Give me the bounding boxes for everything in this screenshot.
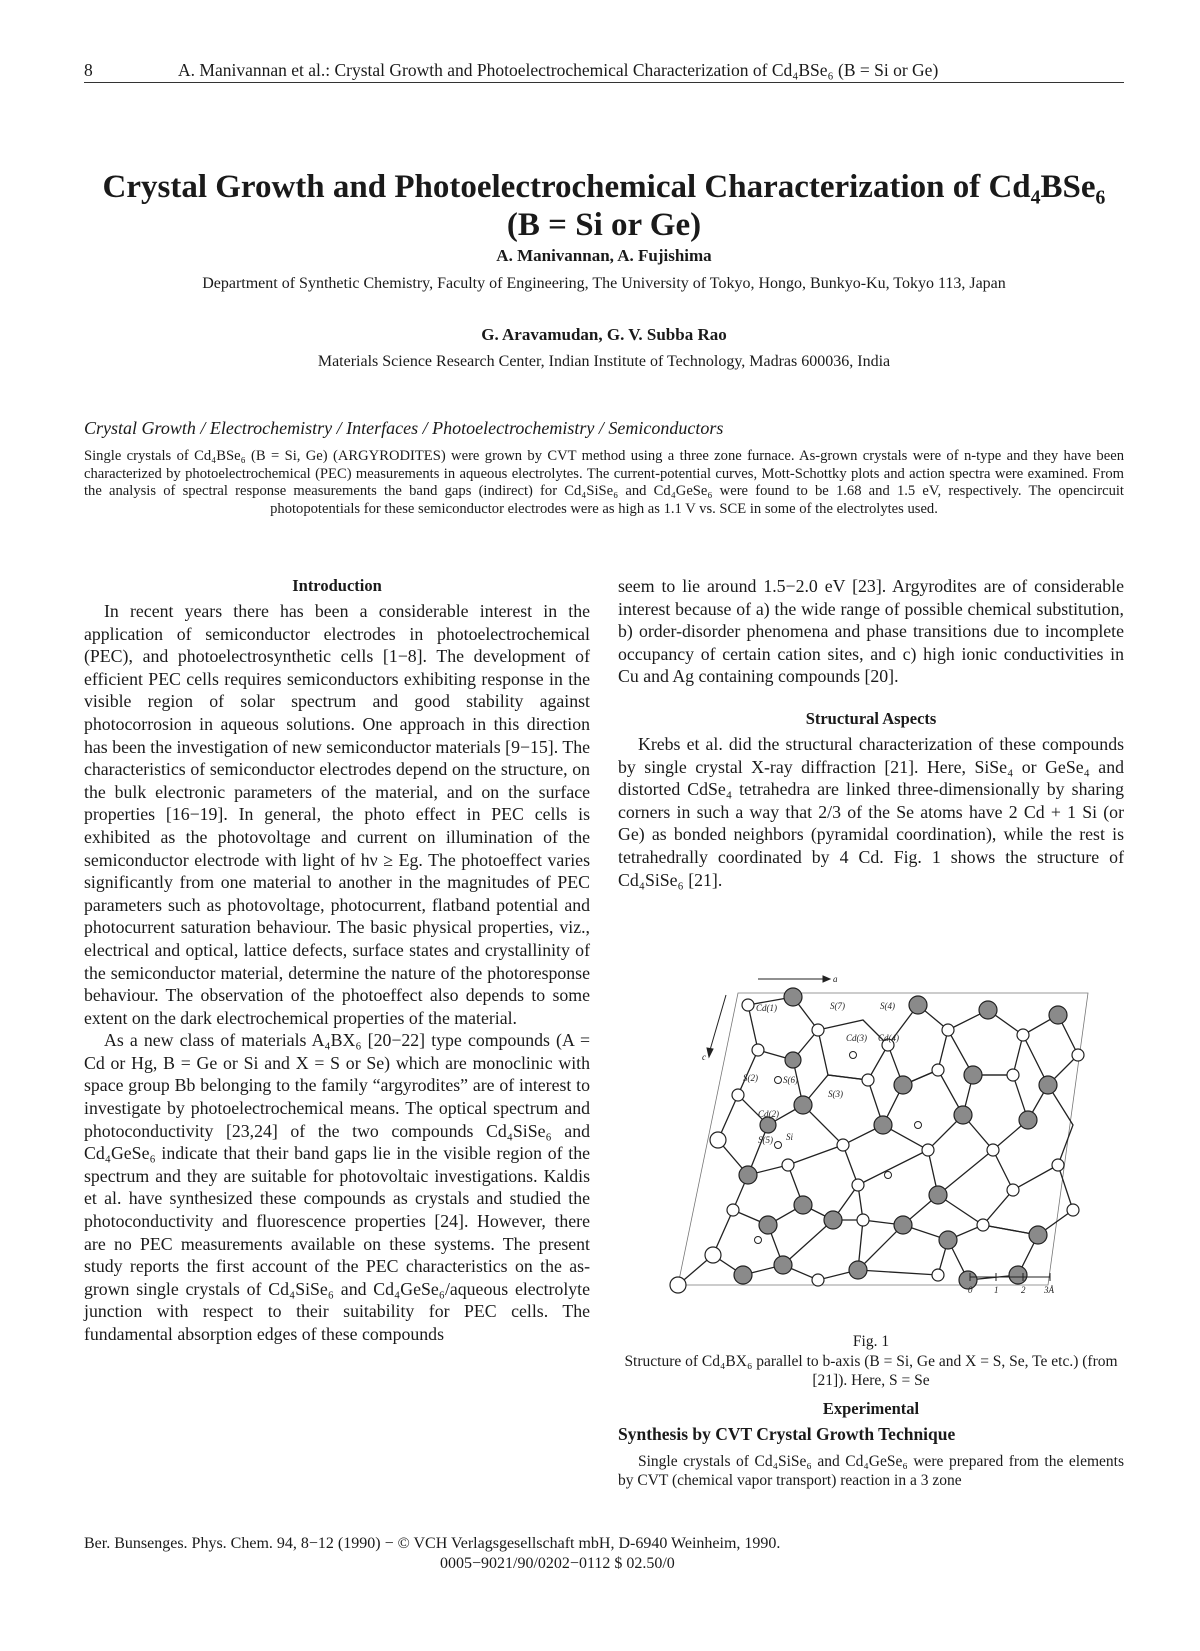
axis-label-c: c (702, 1052, 706, 1062)
atom-label: S(7) (830, 1001, 845, 1011)
synthesis-paragraph: Single crystals of Cd₄SiSe₆ and Cd₄GeSe₆ were prepared from the elements by CVT (chemical vapor transport) reaction in a 3 zone (618, 1453, 1124, 1489)
title-line-1: Crystal Growth and Photoelectrochemical Characterization of Cd₄BSe₆ (102, 169, 1106, 205)
citation-line: Ber. Bunsenges. Phys. Chem. 94, 8−12 (1990) − © VCH Verlagsgesellschaft mbH, D-6940 Weinheim, 1990. (84, 1535, 781, 1552)
running-title: A. Manivannan et al.: Crystal Growth and Photoelectrochemical Characterization of Cd₄BSe₆ (B = Si or Ge) (178, 60, 939, 80)
authors-tokyo: A. Manivannan, A. Fujishima (496, 246, 712, 265)
heading-experimental: Experimental (822, 1399, 920, 1418)
intro-paragraph-1: In recent years there has been a considerable interest in the application of semiconductor electrodes in photoelectrochemical (PEC), and photoelectrosynthetic cells [1−8]. The development of efficient PEC cells requires semiconductors exhibiting response in the visible region of solar spectrum and good stability against photocorrosion in aqueous solutions. One approach in this direction has been the investigation of new semiconductor materials [9−15]. The characteristics of semiconductor electrodes depend on the structure, on the bulk electronic parameters of the material, and on the surface properties [16−19]. In general, the photo effect in PEC cells is exhibited as the photovoltage and current on illumination of the semiconductor electrode with light of hν ≥ Eg. The photoeffect varies significantly from one material to another in the magnitudes of PEC parameters such as photovoltage, photocurrent, flatband potential and photocurrent saturation behaviour. The basic physical properties, viz., electrical and optical, lattice defects, surface states and crystallinity of the semiconductor material, determine the nature of the photoresponse behaviour. The observation of the photoeffect also depends to some extent on the dark electrochemical properties of the material. (84, 601, 590, 1028)
subheading-synthesis: Synthesis by CVT Crystal Growth Technique (618, 1424, 956, 1444)
axis-label-a: a (833, 975, 838, 984)
left-column (84, 575, 590, 1346)
atom-label: Si (786, 1132, 794, 1142)
article-title (80, 168, 1128, 244)
heading-structural-aspects: Structural Aspects (805, 708, 937, 728)
right-column (618, 575, 1124, 891)
atom-label: S(5) (758, 1135, 773, 1145)
atom-label: S(6) (783, 1075, 798, 1085)
figure-label: Fig. 1 (852, 1333, 890, 1350)
heading-introduction: Introduction (292, 576, 382, 595)
atom-label: Cd(2) (758, 1109, 779, 1119)
intro-paragraph-continued: seem to lie around 1.5−2.0 eV [23]. Argyrodites are of considerable interest because of a) the wide range of possible chemical substitution, b) order-disorder phenomena and phase transitions due to incomplete occupancy of certain cation sites, and c) high ionic conductivities in Cu and Ag containing compounds [20]. (618, 576, 1124, 687)
page-number: 8 (84, 60, 93, 80)
affiliation-tokyo: Department of Synthetic Chemistry, Faculty of Engineering, The University of Tokyo, Hongo, Bunkyo-Ku, Tokyo 113, Japan (202, 275, 1006, 292)
scale-label: 2 (1021, 1285, 1026, 1295)
figure-caption: Structure of Cd₄BX₆ parallel to b-axis (B = Si, Ge and X = S, Se, Te etc.) (from [21]). Here, S = Se (624, 1353, 1118, 1389)
atom-label: S(4) (880, 1001, 895, 1011)
atom-label: Cd(4) (878, 1033, 899, 1043)
keywords: Crystal Growth / Electrochemistry / Interfaces / Photoelectrochemistry / Semiconductors (84, 418, 724, 438)
authors-madras: G. Aravamudan, G. V. Subba Rao (481, 325, 727, 344)
title-line-2: (B = Si or Ge) (506, 207, 702, 243)
atom-label: Cd(1) (756, 1003, 777, 1013)
footer (84, 1534, 1124, 1574)
affiliation-madras: Materials Science Research Center, Indian Institute of Technology, Madras 600036, India (317, 353, 891, 370)
atom-label: S(2) (743, 1073, 758, 1083)
intro-paragraph-2: As a new class of materials A₄BX₆ [20−22] type compounds (A = Cd or Hg, B = Ge or Si and X = S or Se) which are monoclinic with space group Bb belonging to the family “argyrodites” are of interest to investigate by photoelectrochemical means. The optical spectrum and photoconductivity [23,24] of the two compounds Cd₄SiSe₆ and Cd₄GeSe₆ indicate that their band gaps lie in the visible region of the spectrum and they are suitable for photovoltaic investigations. Kaldis et al. have synthesized these compounds as crystals and studied the photoconductivity and fluorescence properties [24]. However, there are no PEC measurements available on these systems. The present study reports the first account of the PEC characteristics on the as-grown single crystals of Cd₄SiSe₆ and Cd₄GeSe₆/aqueous electrolyte junction with respect to their suitability for PEC cells. The fundamental absorption edges of these compounds (84, 1030, 590, 1344)
header-rule (84, 82, 1124, 83)
crystal-structure-figure (618, 975, 1124, 1320)
structural-paragraph: Krebs et al. did the structural characterization of these compounds by single crystal X-ray diffraction [21]. Here, SiSe₄ or GeSe₄ and distorted CdSe₄ tetrahedra are linked three-dimensionally by sharing corners in such a way that 2/3 of the Se atoms have 2 Cd + 1 Si (or Ge) as bonded neighbors (pyramidal coordination), while the rest is tetrahedrally coordinated by 4 Cd. Fig. 1 shows the structure of Cd₄SiSe₆ [21]. (618, 733, 1124, 890)
issn-line: 0005−9021/90/0202−0112 $ 02.50/0 (440, 1555, 675, 1572)
abstract: Single crystals of Cd₄BSe₆ (B = Si, Ge) (ARGYRODITES) were grown by CVT method using a three zone furnace. As-grown crystals were of n-type and they have been characterized by photoelectrochemical (PEC) measurements in aqueous electrolytes. The current-potential curves, Mott-Schottky plots and action spectra were examined. From the analysis of spectral response measurements the band gaps (indirect) for Cd₄SiSe₆ and Cd₄GeSe₆ were found to be 1.68 and 1.5 eV, respectively. The opencircuit photopotentials for these semiconductor electrodes were as high as 1.1 V vs. SCE in some of the electrolytes used. (84, 448, 1124, 517)
scale-label: 3Å (1044, 1285, 1054, 1295)
scale-label: 0 (968, 1285, 973, 1295)
atom-label: S(3) (828, 1089, 843, 1099)
right-column-experimental (618, 1398, 1124, 1490)
atom-label: Cd(3) (846, 1033, 867, 1043)
scale-label: 1 (994, 1285, 999, 1295)
